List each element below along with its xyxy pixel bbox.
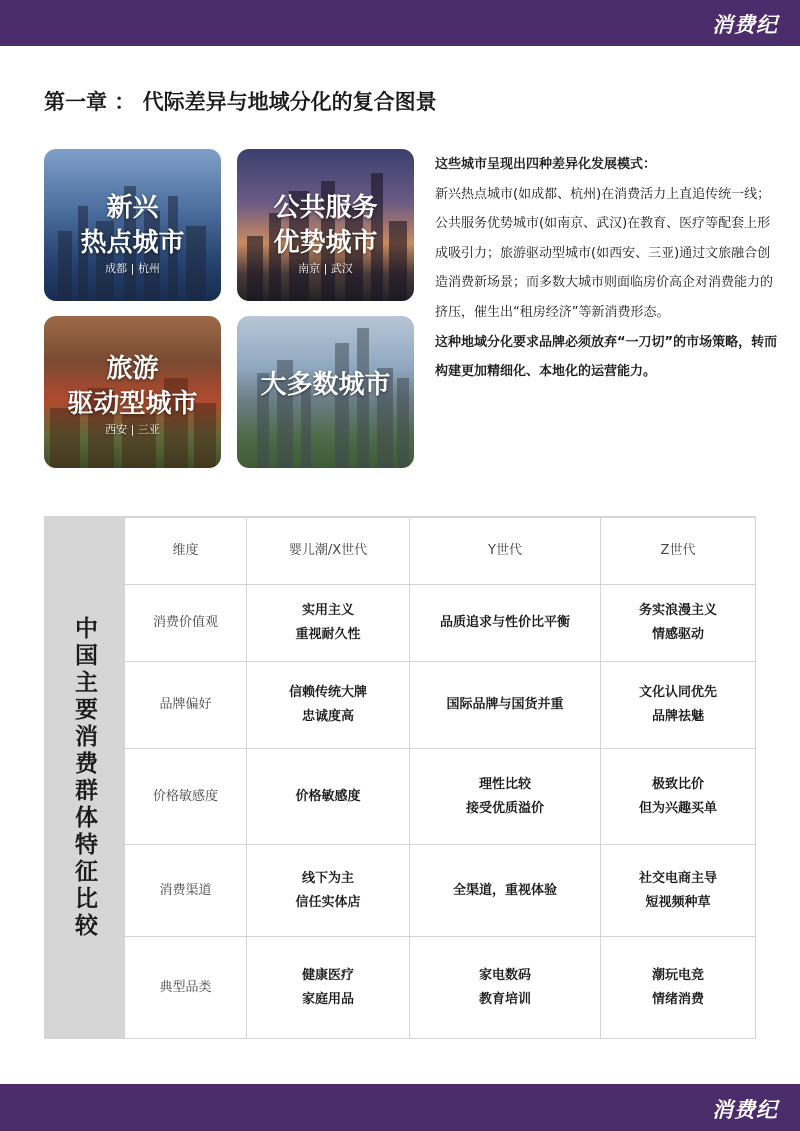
tile-subtitle: 西安 | 三亚 bbox=[105, 423, 160, 436]
dimension-cell: 消费渠道 bbox=[125, 845, 247, 937]
value-cell: 理性比较 接受优质溢价 bbox=[410, 749, 601, 845]
description-conclusion: 这种地域分化要求品牌必须放弃“一刀切”的市场策略，转而构建更加精细化、本地化的运营能力。 bbox=[435, 334, 778, 380]
value-cell: 品质追求与性价比平衡 bbox=[410, 585, 601, 662]
tile-title-line1: 公共服务 bbox=[273, 193, 378, 223]
value-cell: 健康医疗 家庭用品 bbox=[247, 937, 410, 1039]
city-tile-emerging bbox=[44, 149, 221, 301]
dimension-cell: 典型品类 bbox=[125, 937, 247, 1039]
description-lead: 这些城市呈现出四种差异化发展模式： bbox=[435, 157, 657, 172]
tile-title-line1: 大多数城市 bbox=[260, 370, 391, 400]
table-row bbox=[125, 845, 756, 937]
dimension-cell: 价格敏感度 bbox=[125, 749, 247, 845]
table-row bbox=[125, 585, 756, 662]
table-side-title-text: 中国主要消费群体特征比较 bbox=[71, 615, 97, 940]
tile-title-line1: 新兴 bbox=[106, 193, 159, 223]
brand-logo: 消费纪 bbox=[712, 13, 778, 37]
table-row bbox=[125, 749, 756, 845]
value-cell: 线下为主 信任实体店 bbox=[247, 845, 410, 937]
header-cell: Z世代 bbox=[601, 518, 756, 585]
description-body: 新兴热点城市(如成都、杭州)在消费活力上直追传统一线；公共服务优势城市(如南京、武汉)在教育、医疗等配套上形成吸引力；旅游驱动型城市(如西安、三亚)通过文旅融合创造消费新场景；而多数大城市则面临房价高企对消费能力的挤压，催生出“租房经济”等新消费形态。 bbox=[435, 186, 774, 320]
value-cell: 极致比价 但为兴趣买单 bbox=[601, 749, 756, 845]
chapter-title: 第一章 ： 代际差异与地域分化的复合图景 bbox=[44, 90, 437, 114]
tile-subtitle: 南京 | 武汉 bbox=[298, 262, 353, 275]
value-cell: 潮玩电竞 情绪消费 bbox=[601, 937, 756, 1039]
tile-subtitle: 成都 | 杭州 bbox=[105, 262, 160, 275]
value-cell: 价格敏感度 bbox=[247, 749, 410, 845]
city-tile-public-service bbox=[237, 149, 414, 301]
header-cell: 维度 bbox=[125, 518, 247, 585]
value-cell: 实用主义 重视耐久性 bbox=[247, 585, 410, 662]
table-header-row bbox=[125, 518, 756, 585]
header-cell: 婴儿潮/X世代 bbox=[247, 518, 410, 585]
value-cell: 务实浪漫主义 情感驱动 bbox=[601, 585, 756, 662]
table-side-title bbox=[45, 517, 124, 1038]
tile-title-line2: 优势城市 bbox=[273, 228, 378, 258]
value-cell: 全渠道，重视体验 bbox=[410, 845, 601, 937]
city-patterns-description bbox=[435, 150, 780, 387]
city-tile-tourism bbox=[44, 316, 221, 468]
comparison-grid bbox=[124, 517, 756, 1039]
dimension-cell: 消费价值观 bbox=[125, 585, 247, 662]
top-brand-bar bbox=[0, 0, 800, 46]
value-cell: 家电数码 教育培训 bbox=[410, 937, 601, 1039]
bottom-brand-bar bbox=[0, 1084, 800, 1131]
tile-title-line1: 旅游 bbox=[106, 354, 159, 384]
value-cell: 信赖传统大牌 忠诚度高 bbox=[247, 662, 410, 749]
tile-title-line2: 驱动型城市 bbox=[67, 389, 198, 419]
tile-title-line2: 热点城市 bbox=[80, 228, 185, 258]
brand-logo: 消费纪 bbox=[712, 1098, 778, 1122]
city-tile-majority bbox=[237, 316, 414, 468]
value-cell: 社交电商主导 短视频种草 bbox=[601, 845, 756, 937]
consumer-comparison-table bbox=[44, 516, 756, 1039]
table-row bbox=[125, 662, 756, 749]
value-cell: 文化认同优先 品牌祛魅 bbox=[601, 662, 756, 749]
value-cell: 国际品牌与国货并重 bbox=[410, 662, 601, 749]
header-cell: Y世代 bbox=[410, 518, 601, 585]
dimension-cell: 品牌偏好 bbox=[125, 662, 247, 749]
table-row bbox=[125, 937, 756, 1039]
